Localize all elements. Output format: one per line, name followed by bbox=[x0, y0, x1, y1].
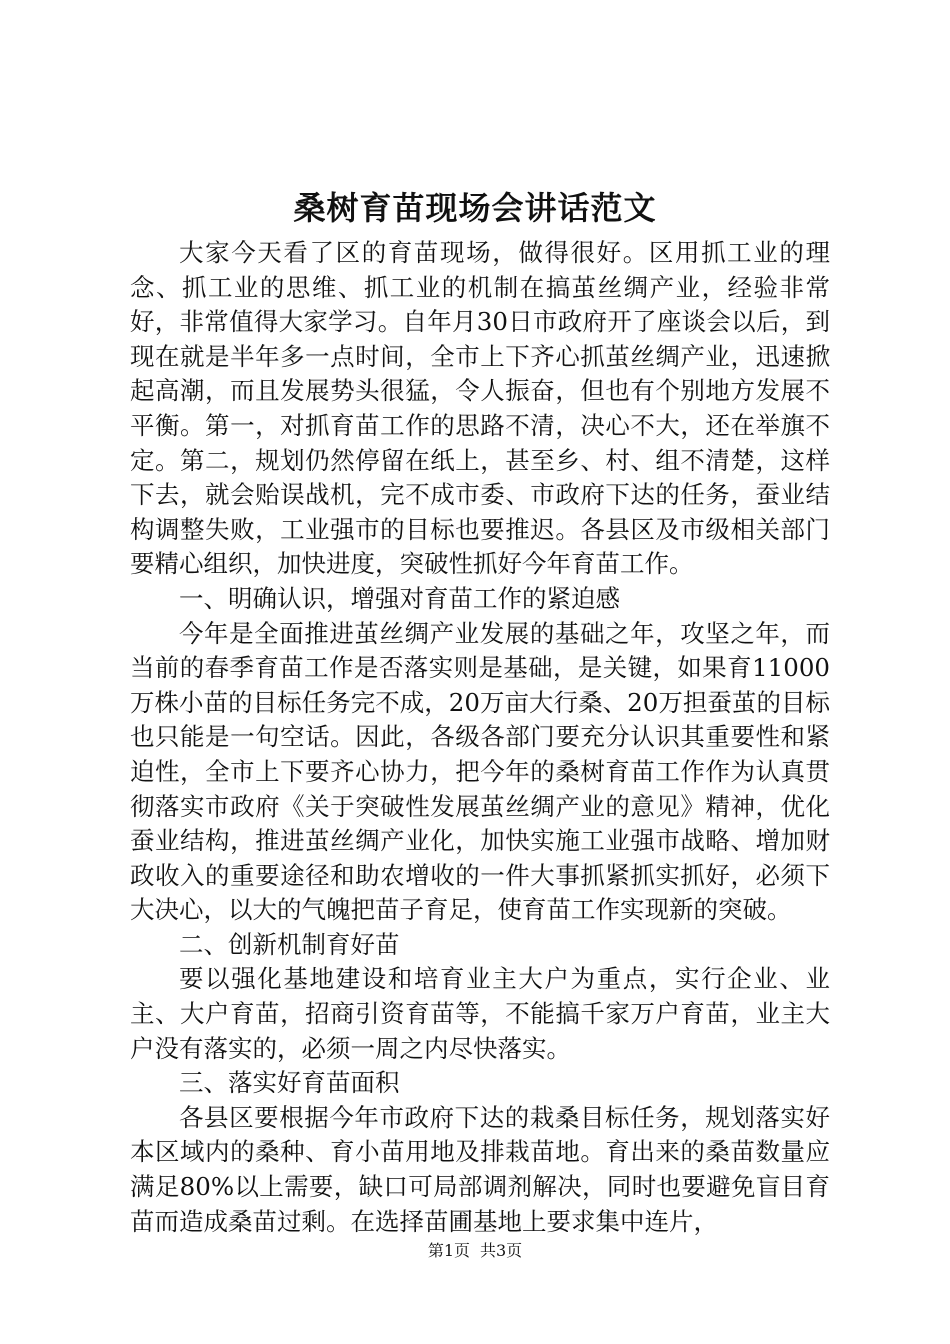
section-heading-2: 二、创新机制育好苗 bbox=[179, 929, 400, 959]
page-total: 共3页 bbox=[480, 1241, 523, 1260]
document-body bbox=[130, 236, 830, 1239]
section-heading-1: 一、明确认识，增强对育苗工作的紧迫感 bbox=[179, 583, 620, 613]
section-heading-3: 三、落实好育苗面积 bbox=[179, 1068, 400, 1098]
document-title: 桑树育苗现场会讲话范文 bbox=[293, 189, 657, 227]
page-number: 第1页 bbox=[427, 1241, 470, 1260]
paragraph-section-1: 今年是全面推进茧丝绸产业发展的基础之年，攻坚之年，而当前的春季育苗工作是否落实则是基础，是关键，如果育11000万株小苗的目标任务完不成，20万亩大行桑、20万担蚕茧的目标也只能是一句空话。因此，各级各部门要充分认识其重要性和紧迫性，全市上下要齐心协力，把今年的桑树育苗工作作为认真贯彻落实市政府《关于突破性发展茧丝绸产业的意见》精神，优化蚕业结构，推进茧丝绸产业化，加快实施工业强市战略、增加财政收入的重要途径和助农增收的一件大事抓紧抓实抓好，必须下大决心，以大的气魄把苗子育足，使育苗工作实现新的突破。 bbox=[130, 618, 830, 925]
paragraph-section-3: 各县区要根据今年市政府下达的栽桑目标任务，规划落实好本区域内的桑种、育小苗用地及排栽苗地。育出来的桑苗数量应满足80%以上需要，缺口可局部调剂解决，同时也要避免盲目育苗而造成桑苗过剩。在选择苗圃基地上要求集中连片， bbox=[130, 1102, 830, 1236]
paragraph-section-2: 要以强化基地建设和培育业主大户为重点，实行企业、业主、大户育苗，招商引资育苗等，不能搞千家万户育苗，业主大户没有落实的，必须一周之内尽快落实。 bbox=[130, 964, 830, 1063]
page-footer bbox=[0, 1240, 950, 1262]
paragraph-intro: 大家今天看了区的育苗现场，做得很好。区用抓工业的理念、抓工业的思维、抓工业的机制在搞茧丝绸产业，经验非常好，非常值得大家学习。自年月30日市政府开了座谈会以后，到现在就是半年多一点时间，全市上下齐心抓茧丝绸产业，迅速掀起高潮，而且发展势头很猛，令人振奋，但也有个别地方发展不平衡。第一，对抓育苗工作的思路不清，决心不大，还在举旗不定。第二，规划仍然停留在纸上，甚至乡、村、组不清楚，这样下去，就会贻误战机，完不成市委、市政府下达的任务，蚕业结构调整失败，工业强市的目标也要推迟。各县区及市级相关部门要精心组织，加快进度，突破性抓好今年育苗工作。 bbox=[130, 238, 830, 579]
